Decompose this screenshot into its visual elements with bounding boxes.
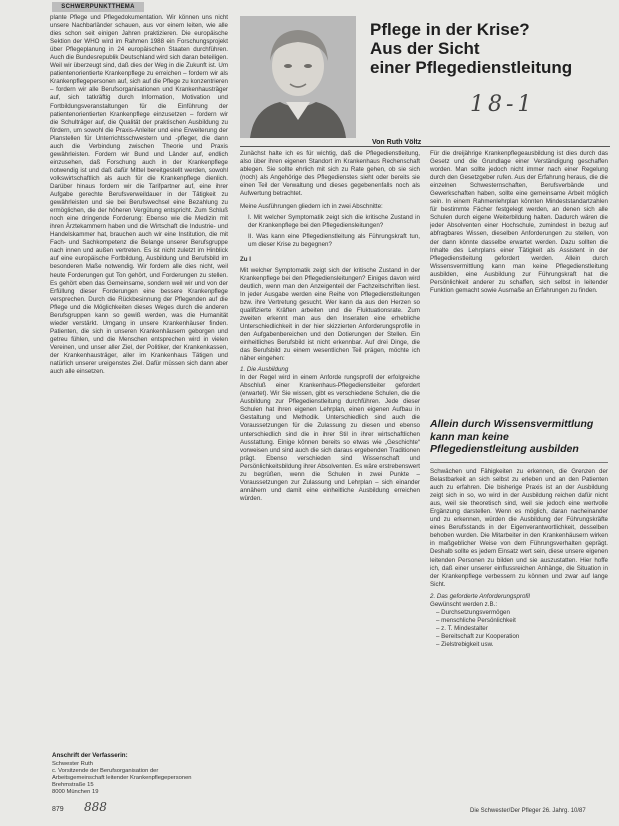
body-paragraph: Mit welcher Symptomatik zeigt sich der kritische Zustand in der Krankenpflege bei den Pflegediensleitungen? Einiges davon wird deutlich, wenn man den Anzeigenteil der Fachzeitschriften liest. In jeder Ausgabe werden eine Reihe von Pflegedienstleitungen bzw. ihre Vertretung gesucht. Wer kann da aus den Herzen so qualifizierte Kräften arbeiten und die Fluktuationsrate. Zum zweiten erkennt man aus den Inseraten eine erhebliche Unterschiedlichkeit in der hier skizzierten Anforderungsprofile in den Aufgabenbereichen und den Dotierungen der Stellen. Ein einheitliches Berufsbild ist nicht erkennbar. Auf drei Dinge, die das Berufsbild zu einem wesentlichen Teil prägen, möchte ich näher eingehen: — [240, 266, 420, 363]
author-portrait-image — [240, 16, 356, 138]
subheading: 1. Die Ausbildung — [240, 366, 289, 374]
section-heading: Zu I — [240, 255, 251, 263]
page-number: 879 — [52, 806, 64, 813]
body-paragraph: In der Regel wird in einem Anforde rungsprofil der erfolgreiche Abschluß einer Krankenhaus-Pflegedienstleiter gefordert (erwartet). Wir Sie wissen, gibt es verschiedene Schulen, die die Ausbildung zur Pflegedienstleitung durchführen. Jede dieser Schulen hat ihren eigenen Lehrplan, einen eigenen Aufbau in Gestaltung und Methodik. Unterschiedlich sind auch die Voraussetzungen für die Zulassung zu diesen und ebenso unterschiedlich sind die in ihrer Stil in ihrer wirtschaftlichen Ausstattung. Einige können bereits so etwas wie „Geschichte“ vorweisen und sind auch die sich daraus ergebenden Traditionen prägt. Ebenso verschieden sind Wissenschaft und Persönlichkeitsbildung ihrer Absolventen. Es wäre erstrebenswert zu begrüßen, wenn die Schulen in zwei Punkte – Voraussetzungen zur Zulassung und Lehrplan – sich einander annähern und damit eine einheitliche Ausbildung erreichen würden. — [240, 374, 420, 502]
body-paragraph: Für die dreijährige Krankenpflegeausbildung ist dies durch das Gesetz und die Grundlage einer Verständigung geschaffen worden. Man sollte jedoch nicht immer nach einer Regelung durch den Gesetzgeber rufen. Aus der Erfahrung heraus, die die einzelnen Schwesternschaften, Berufsverbände und Gewerkschaften haben, sollte eine gemeinsame Arbeit möglich sein. In einem Rahmenlehrplan könnten Mindeststandartzahlen für bestimmte Fächer festgelegt werden, an denen sich alle Schulen durch eigene Weiterbildung halten. Dadurch wären die jeder Absolventen einer Hochschule, zumindest in bezug auf abfragbares Wissen, dieselben Anforderungen zu stellen, von der dann könnte dasselbe erwartet werden. Dazu sollten die Inhalte des Lehrplans einer Tätigkeit als Assistent in der Pflegedienstleitung gefordert werden. Allein durch Wissensvermittlung kann man keine Pflegedienstleitung ausbilden, eine Ausbildung zur Führungskraft hat die Persönlichkeit anderer zu schaffen, sich selbst in leitender Funktion gemacht sowie Ausmaße an Erfahrungen zu finden. — [430, 150, 608, 294]
address-line: Arbeitsgemeinschaft leitender Krankenpflegepersonen — [52, 775, 192, 781]
list-item: – menschliche Persönlichkeit — [436, 616, 516, 624]
journal-footer: Die Schwester/Der Pfleger 26. Jahrg. 10/87 — [470, 808, 586, 814]
author-address — [52, 761, 232, 796]
list-item: – z. T. Mindestalter — [436, 624, 488, 632]
article-title — [370, 20, 610, 77]
handwritten-page-number: 888 — [84, 800, 107, 814]
right-column-top-text — [430, 150, 608, 412]
intro-paragraph: Zunächst halte ich es für wichtig, daß die Pflegedienstleitung, also über ihren eigenen Standort im Krankenhaus Rechenschaft ablegen. Sie sollte ehrlich mit sich zu Rate gehen, ob sie sich (noch) als Angehörige des Pflegedienstes sieht oder bereits sie einen Teil der Verwaltung und dieses gegebenenfalls noch als Aufwertung betrachtet. — [240, 150, 420, 198]
outline-intro: Meine Ausführungen gliedern ich in zwei Abschnitte: — [240, 203, 383, 211]
body-paragraph: Schwächen und Fähigkeiten zu erkennen, die Grenzen der Belastbarkeit an sich selbst zu erleben und an den Patienten auch zu erfahren. Die bisherige Praxis ist an der Ausbildung zeigt sich in so, wo wird in der Ausbildung reichen dafür nicht aus, weil sie theoretisch sind, weil sie jedoch eine wertvolle Ergänzung darstellen. Wenn es möglich, daran nacheinander und zu erkennen, würden die Ausbildung der Führungskräfte eines Berufsstands in der Eigenverantwortlichkeit, desselben behoben wurden. Die Mitarbeiter in den Krankenhäusern wirken in maßgeblicher Weise von dem Führungsverhalten geprägt. Deshalb sollte es jedem Einsatz wert sein, diese unsere eigenen leitenden Personen zu bilden und sie auszustatten. Hier hoffe ich, daß einer unserer einflussreichen Anhänge, die Situation in der Krankenpflege verbessern zu können und zwar auf lange Sicht. — [430, 468, 608, 588]
title-line: Aus der Sicht — [370, 39, 480, 58]
address-line: Brehmstraße 15 — [52, 782, 94, 788]
title-line: einer Pflegedienstleitung — [370, 58, 573, 77]
title-line: Pflege in der Krise? — [370, 20, 530, 39]
middle-column-text — [240, 150, 420, 810]
handwritten-note: 18-1 — [470, 92, 536, 117]
author-photo — [240, 16, 356, 138]
list-item: – Bereitschaft zur Kooperation — [436, 632, 520, 640]
address-line: c. Vorsitzende der Berufsorganisation der — [52, 768, 159, 774]
section-tag: SCHWERPUNKTTHEMA — [52, 2, 144, 12]
subheading: 2. Das geforderte Anforderungsprofil — [430, 592, 530, 600]
list-item: – Zielstrebigkeit usw. — [436, 640, 494, 648]
left-column-paragraph: plante Pflege und Pflegedokumentation. Wir können uns nicht unsere Nachbarländer schauen, aus vor einem leiten, wie alle dies schon seit einigen Jahren praktizieren. Die europäische Sektion der WHO wird im Rahmen 1988 ein Forschungsprojekt über Pflegeplanung in 24 europäischen Staaten durchführen. Auch die Bundesrepublik Deutschland wird sich daran beteiligen. Weil wir überzeugt sind, daß dies der Weg in die Zukunft ist. Um patientenorientierte Krankenpflege zu erreichen – fordern wir als Krankenpflegepersonen auf, sich auf die Pflege zu konzentrieren – fordern wir alle Berufsorganisationen und Krankenhausträger auf, sich tatkräftig durch Information, Motivation und Fortbildungsveranstaltungen für die Einführung der patientenorientierten Krankenpflege einzusetzen – fordern wir die Schulträger auf, die Qualität der praktischen Ausbildung zu fördern, um sowohl die Praxis-Anleiter und eine Erweiterung der Planstellen für Unterrichtsschwestern und -pfleger, die dann auch die Verbindung zwischen Theorie und Praxis gewährleisten. Fordern wir Bund und Länder auf, endlich einzusehen, daß Forschung auch in der Krankenpflege notwendig ist und daß dafür Mittel bereitgestellt werden, sowohl volkswirtschaftlich als auch für die Krankenpflege dienlich. Darüber hinaus fordern wir die Tarifpartner auf, eine ihrer Aufgabe gerechte Berufsverweildauer in der Tätigkeit zu gewährleisten und sie bei Berufswechsel eine Bezahlung zu ermöglichen, die der höheren Vergütung entspricht. Zum Schluß noch eine dringende Forderung: Ebenso wie die Medizin mit ihren Ärztekammern haben und die Wirtschaft die Industrie- und Handelskammer hat, brauchen auch wir eine Institution, die mit Fach- und Sachkompetenz die Belange unserer Berufsgruppe nach innen und außen vertreten. Es ist nicht zuletzt im Hinblick auf eine europäische Fortbildung, Ausbildung und Berufsbild im besonderen Maße notwendig. Wir fordern alle dies nicht, weil heute Forderungen gut Ton gehört, und Forderungen zu stellen. Es gehört eben das Gemeinsame, sondern weil wir und von der Erfüllung dieser Forderungen eine bessere Krankenpflege versprechen. Durch die Rückbesinnung der Pflegenden auf die Pflege und die Möglichkeiten dieses Weges durch die anderen Berufsgruppen kann so gewiß werden, was die Humanität wieder verstärkt. Umgang in unsere Krankenhäuser finden. Patienten, die sich in unseren Krankenhäusern geborgen und getreu fühlen, und die Menschen entsprechen wird in vielen Vereinen, und unser aller Ziel, der Politiker, der Krankenkassen, der Krankenhausträger, aller im Krankenhaus Tätigen und natürlich unserer ureigenstes Ziel. Dafür müssen sich dann aber auch alle einsetzen. — [50, 14, 228, 376]
right-column-bottom-text — [430, 468, 608, 790]
pull-quote-divider — [430, 462, 608, 463]
outline-item: II. Was kann eine Pflegedienstleitung als Führungskraft tun, um dieser Krise zu begegnen? — [248, 233, 420, 249]
list-intro: Gewünscht werden z.B.: — [430, 600, 498, 608]
pull-quote: Allein durch Wissensvermittlung kann man keine Pflegedienstleitung ausbilden — [430, 418, 594, 455]
address-line: 8000 München 19 — [52, 789, 99, 795]
author-address-label: Anschrift der Verfasserin: — [52, 752, 128, 759]
list-item: – Durchsetzungsvermögen — [436, 608, 510, 616]
address-line: Schwester Ruth — [52, 761, 93, 767]
byline-divider — [240, 146, 610, 147]
left-column-text — [50, 14, 228, 748]
outline-item: I. Mit welcher Symptomatik zeigt sich die kritische Zustand in der Krankenpflege bei den Pflegediensleitungen? — [248, 214, 420, 230]
author-byline: Von Ruth Völtz — [372, 139, 422, 146]
